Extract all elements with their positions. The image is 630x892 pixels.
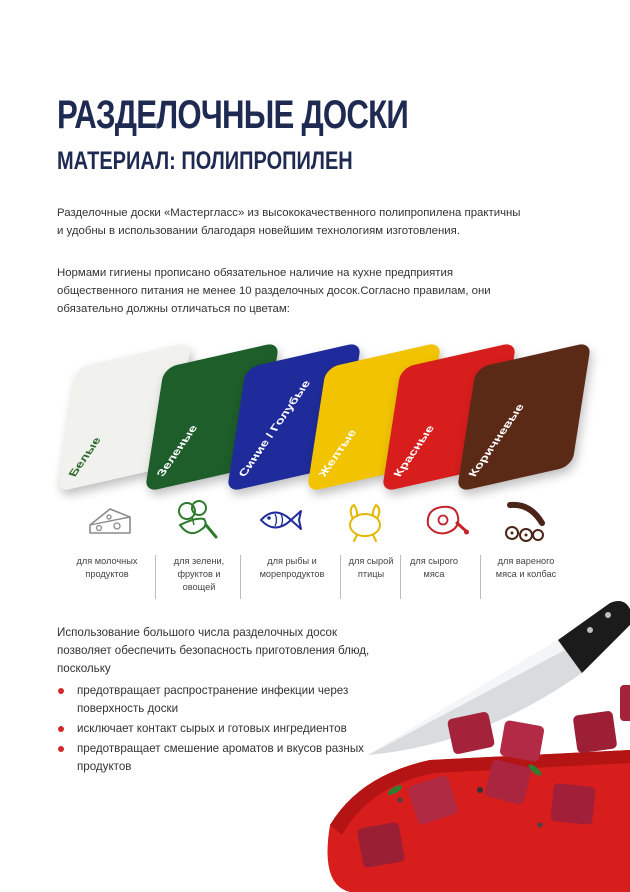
list-item-text: предотвращает распространение инфекции через поверхность доски [77,684,349,715]
use-greens: для зелени, фруктов и овощей [173,556,225,592]
vegetables-icon [170,495,220,545]
divider [240,555,241,599]
fish-icon [255,495,305,545]
list-item-text: исключает контакт сырых и готовых ингредиентов [77,722,347,735]
board-label: Красные [390,424,438,479]
knife-and-meat-illustration [320,585,630,892]
intro-paragraph: Разделочные доски «Мастергласс» из высококачественного полипропилена практичны и удобны в использовании благодаря новейшим технологиям изготовления. [57,207,521,237]
use-raw-meat: для сырого мяса [410,556,458,579]
bullet-dot-icon [58,688,64,694]
raw-chicken-icon [340,495,390,545]
cutting-boards [50,335,590,495]
bullet-dot-icon [58,746,64,752]
sausage-icon [500,495,550,545]
board-label: Коричневые [465,402,527,479]
board-label: Зеленые [153,423,201,479]
use-fish: для рыбы и морепродуктов [259,556,325,579]
divider [155,555,156,599]
use-poultry: для сырой птицы [348,556,394,579]
safety-intro: Использование большого числа разделочных досок позволяет обеспечить безопасность приготовления блюд, поскольку [57,626,370,675]
board-label: Желтые [315,428,360,479]
board-label: Белые [65,435,104,479]
list-item-text: предотвращает смешение ароматов и вкусов разных продуктов [77,742,364,773]
use-cooked-meat: для вареного мяса и колбас [495,556,557,579]
page-title: РАЗДЕЛОЧНЫЕ ДОСКИ [57,93,409,137]
food-icons [75,495,585,555]
use-dairy: для молочных продуктов [76,556,138,579]
cheese-icon [85,495,135,545]
page-subtitle: МАТЕРИАЛ: ПОЛИПРОПИЛЕН [57,147,353,175]
board-label: Синие / Голубые [235,379,314,479]
bullet-dot-icon [58,726,64,732]
hygiene-paragraph: Нормами гигиены прописано обязательное наличие на кухне предприятия общественного питания не менее 10 разделочных досок.Согласно правилам, они обязательно должны отличаться по цветам: [57,267,491,315]
raw-meat-icon [420,495,470,545]
